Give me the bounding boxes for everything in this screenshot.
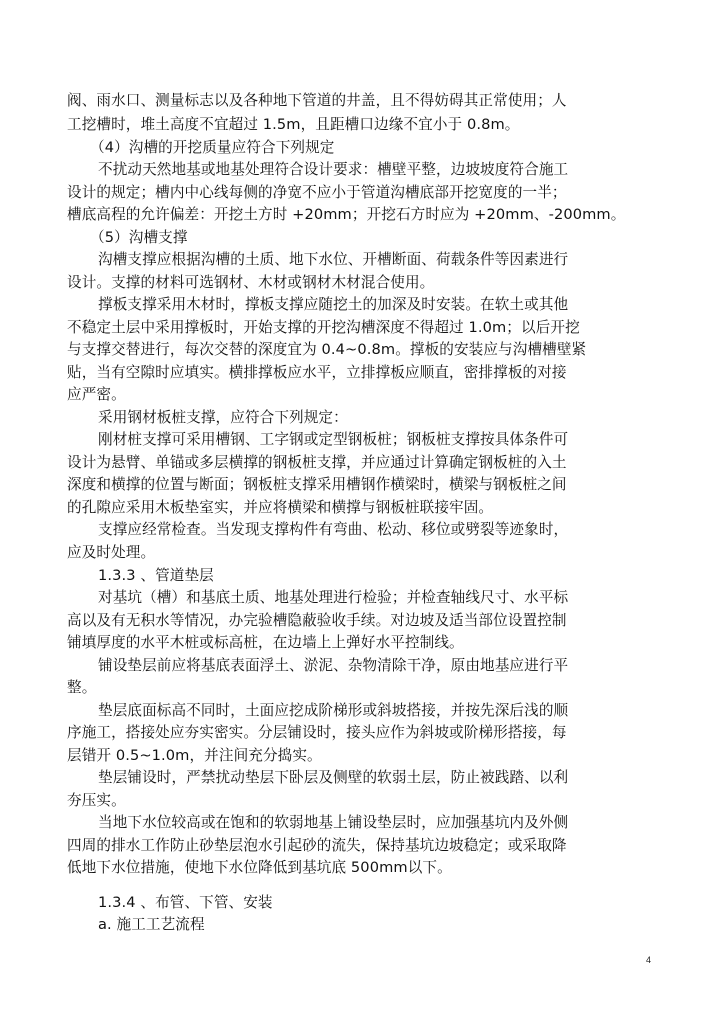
text-line: 对基坑（槽）和基底土质、地基处理进行检验；并检查轴线尺寸、水平标 xyxy=(98,589,569,606)
text-line: 槽底高程的允许偏差：开挖土方时 +20mm；开挖石方时应为 +20mm、-200mm。 xyxy=(67,206,626,223)
text-line: 贴，当有空隙时应填实。横排撑板应水平，立排撑板应顺直，密排撑板的对接 xyxy=(67,364,567,381)
text-line: 垫层底面标高不同时，土面应挖成阶梯形或斜坡搭接，并按先深后浅的顺 xyxy=(98,702,569,719)
text-line: 整。 xyxy=(67,679,97,696)
text-line: 不扰动天然地基或地基处理符合设计要求：槽壁平整，边坡坡度符合施工 xyxy=(98,161,569,178)
section-heading: 1.3.4 、布管、下管、安装 xyxy=(98,894,273,911)
text-line: 与支撑交替进行，每次交替的深度宜为 0.4~0.8m。撑板的安装应与沟槽槽壁紧 xyxy=(67,341,587,358)
text-line: 应严密。 xyxy=(67,386,126,403)
text-line: 刚材桩支撑可采用槽钢、工字钢或定型钢板桩；钢板桩支撑按具体条件可 xyxy=(98,431,569,448)
text-line: 低地下水位措施，使地下水位降低到基坑底 500mm以下。 xyxy=(67,859,452,876)
text-line: 序施工，搭接处应夯实密实。分层铺设时，接头应作为斜坡或阶梯形搭接，每 xyxy=(67,724,567,741)
text-line: 不稳定土层中采用撑板时，开始支撑的开挖沟槽深度不得超过 1.0m；以后开挖 xyxy=(67,319,580,336)
section-heading: （5）沟槽支撑 xyxy=(90,229,188,246)
text-line: 采用钢材板桩支撑，应符合下列规定： xyxy=(98,409,348,426)
text-line: 阀、雨水口、测量标志以及各种地下管道的井盖，且不得妨碍其正常使用；人 xyxy=(67,92,567,109)
text-line: 设计。支撑的材料可选钢材、木材或钢材木材混合使用。 xyxy=(67,274,435,291)
text-line: 层错开 0.5~1.0m，并注间充分捣实。 xyxy=(67,747,322,764)
section-heading: 1.3.3 、管道垫层 xyxy=(98,567,214,584)
text-line: 夯压实。 xyxy=(67,792,126,809)
page-number: 4 xyxy=(646,955,652,965)
text-line: 高以及有无积水等情况，办完验槽隐蔽验收手续。对边坡及适当部位设置控制 xyxy=(67,612,567,629)
text-line: 设计为悬臂、单锚或多层横撑的钢板桩支撑，并应通过计算确定钢板桩的入土 xyxy=(67,454,567,471)
text-line: 沟槽支撑应根据沟槽的土质、地下水位、开槽断面、荷载条件等因素进行 xyxy=(98,251,569,268)
text-line: 的孔隙应采用木板垫室实，并应将横梁和横撑与钢板桩联接牢固。 xyxy=(67,499,494,516)
text-line: 撑板支撑采用木材时，撑板支撑应随挖土的加深及时安装。在软土或其他 xyxy=(98,296,569,313)
subsection-heading: a. 施工工艺流程 xyxy=(98,916,205,933)
text-line: 工挖槽时，堆土高度不宜超过 1.5m，且距槽口边缘不宜小于 0.8m。 xyxy=(67,116,520,133)
text-line: 应及时处理。 xyxy=(67,544,156,561)
section-heading: （4）沟槽的开挖质量应符合下列规定 xyxy=(90,139,335,156)
text-line: 设计的规定；槽内中心线每侧的净宽不应小于管道沟槽底部开挖宽度的一半； xyxy=(67,184,567,201)
text-line: 深度和横撑的位置与断面；钢板桩支撑采用槽钢作横梁时，横梁与钢板桩之间 xyxy=(67,476,567,493)
text-line: 铺填厚度的水平木桩或标高桩，在边墙上上弹好水平控制线。 xyxy=(67,634,464,651)
text-line: 四周的排水工作防止砂垫层泡水引起砂的流失，保持基坑边坡稳定；或采取降 xyxy=(67,837,567,854)
text-line: 铺设垫层前应将基底表面浮土、淤泥、杂物清除干净，原由地基应进行平 xyxy=(98,657,569,674)
text-line: 支撑应经常检查。当发现支撑构件有弯曲、松动、移位或劈裂等迹象时， xyxy=(98,521,569,538)
text-line: 垫层铺设时，严禁扰动垫层下卧层及侧壁的软弱土层，防止被践踏、以利 xyxy=(98,769,569,786)
text-line: 当地下水位较高或在饱和的软弱地基上铺设垫层时，应加强基坑内及外侧 xyxy=(98,814,569,831)
